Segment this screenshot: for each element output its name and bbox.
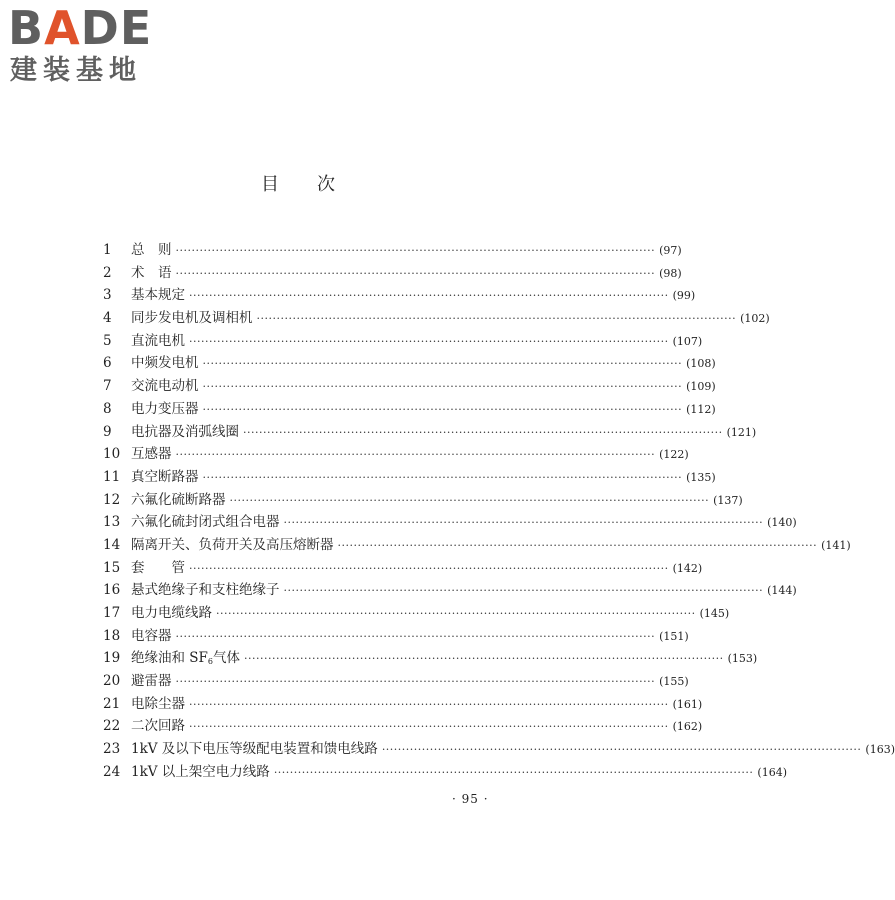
toc-entry [103,261,682,284]
toc-leader-dots: ························································································································ [283,584,764,598]
toc-entry-title: 同步发电机及调相机 [131,310,253,327]
toc-leader-dots: ························································································································ [175,675,656,689]
toc-leader-dots: ························································································································ [189,561,669,575]
toc-entry-page: (108) [686,357,716,371]
toc-entry-page: (107) [672,334,703,348]
toc-leader-dots: ························································································································ [189,334,669,348]
toc-entry-title: 中频发电机 [131,355,199,372]
toc-entry [103,329,703,352]
toc-entry-page: (121) [726,425,757,439]
toc-entry [103,624,689,647]
toc-entry-number: 17 [103,605,121,621]
toc-leader-dots: ························································································································ [229,493,710,507]
toc-entry-number: 23 [103,741,121,758]
toc-entry-number: 3 [103,287,112,304]
toc-entry-page: (145) [699,607,730,620]
toc-entry-page: (164) [757,765,787,779]
toc-entry-page: (140) [767,516,797,530]
toc-entry-page: (122) [659,448,689,462]
toc-entry [103,442,689,465]
toc-entry-number: 9 [103,423,112,440]
toc-leader-dots: ························································································································ [175,266,656,280]
toc-entry [103,465,716,488]
toc-leader-dots: ························································································································ [337,538,818,552]
toc-heading: 目次 [261,174,373,195]
toc-leader-dots: ························································································································ [189,697,669,711]
toc-entry-number: 15 [103,559,121,576]
toc-entry-number: 4 [103,310,112,327]
toc-entry-number: 14 [103,536,121,553]
toc-entry-number: 5 [103,332,112,349]
toc-entry [103,760,787,783]
toc-entry-page: (161) [672,697,703,711]
toc-entry-title: 电抗器及消弧线圈 [131,423,239,440]
toc-entry-title: 二次回路 [131,718,185,735]
toc-entry-title: 直流电机 [131,332,185,349]
toc-entry-number: 11 [103,468,121,485]
logo-letters-de: DE [80,1,153,55]
toc-entry-title: 电力变压器 [131,400,199,417]
toc-entry-title: 互感器 [131,446,172,463]
toc-entry-title: 六氟化硫断路器 [131,491,226,508]
toc-entry [103,692,703,715]
toc-entry-title: 套 管 [131,559,185,576]
toc-leader-dots: ························································································································ [202,470,683,484]
toc-entry-number: 2 [103,264,112,281]
toc-entry-page: (112) [686,402,716,416]
toc-entry [103,578,797,601]
toc-entry-number: 21 [103,695,121,712]
toc-leader-dots: ························································································································ [189,289,669,303]
toc-entry-page: (137) [713,493,743,507]
toc-entry-title: 基本规定 [131,287,185,304]
toc-entry [103,420,757,443]
toc-entry-page: (144) [767,584,797,598]
toc-entry-number: 1 [103,242,112,258]
toc-entry-page: (142) [672,561,703,575]
toc-entry [103,510,797,533]
toc-leader-dots: ························································································································ [256,312,737,326]
toc-entry-title-text: 绝缘油和 SF [131,650,208,667]
toc-entry-title: 电容器 [131,627,172,644]
toc-entry-page: (155) [659,675,689,689]
toc-entry [103,306,770,329]
toc-entry-page: (97) [659,244,682,257]
toc-entry-title [131,646,240,666]
toc-entry [103,646,758,669]
toc-leader-dots: ························································································································ [202,357,683,371]
toc-entry-title: 避雷器 [131,673,172,690]
toc-entry [103,714,703,737]
toc-entry-page: (98) [659,266,682,280]
page-number: · 95 · [452,792,489,806]
toc-leader-dots: ························································································································ [243,425,723,439]
toc-entry-number: 6 [103,355,112,372]
toc-entry [103,669,689,692]
toc-entry-title-subscript: 6 [207,657,214,667]
toc-leader-dots: ························································································································ [244,652,724,666]
toc-entry-page: (162) [672,720,703,734]
toc-entry-title: 真空断路器 [131,468,199,485]
toc-leader-dots: ························································································································ [283,516,764,530]
toc-entry-number: 7 [103,378,112,395]
logo-wordmark [8,2,178,54]
toc-entry-page: (109) [686,380,716,394]
toc-entry-page: (163) [865,743,895,757]
toc-entry-title: 悬式绝缘子和支柱绝缘子 [131,582,280,599]
toc-entry-title: 电力电缆线路 [131,605,212,621]
toc-entry-title: 交流电动机 [131,378,199,395]
toc-entry-page: (153) [727,652,758,666]
toc-entry-number: 20 [103,673,121,690]
toc-leader-dots: ························································································································ [216,607,696,620]
toc-entry-number: 8 [103,400,112,417]
toc-entry [103,601,730,624]
toc-leader-dots: ························································································································ [202,380,683,394]
toc-leader-dots: ························································································································ [175,244,656,257]
toc-entry-page: (141) [821,538,851,552]
table-of-contents [103,238,895,783]
toc-entry [103,374,716,397]
toc-entry-title: 电除尘器 [131,695,185,712]
toc-entry [103,238,682,261]
toc-entry [103,488,743,511]
toc-leader-dots: ························································································································ [175,629,656,643]
toc-leader-dots: ························································································································ [189,720,669,734]
toc-leader-dots: ························································································································ [202,402,683,416]
toc-entry [103,556,703,579]
toc-entry-number: 18 [103,627,121,644]
toc-entry [103,533,851,556]
toc-entry [103,283,696,306]
logo-subtitle: 建装基地 [10,55,142,86]
toc-entry-number: 22 [103,718,121,735]
toc-entry-title: 六氟化硫封闭式组合电器 [131,514,280,531]
bade-logo [8,2,178,88]
toc-entry [103,351,716,374]
toc-entry-title: 隔离开关、负荷开关及高压熔断器 [131,536,334,553]
toc-leader-dots: ························································································································ [381,743,862,757]
toc-entry-title-text: 气体 [213,650,241,667]
toc-entry-page: (102) [740,312,770,326]
toc-entry-title: 1kV 及以下电压等级配电装置和馈电线路 [131,741,378,758]
toc-entry [103,737,895,760]
toc-entry-page: (151) [659,629,689,643]
toc-entry-title: 1kV 以上架空电力线路 [131,763,270,780]
toc-entry [103,397,716,420]
toc-entry-number: 24 [103,763,121,780]
logo-letter-a-accent: A [44,1,81,55]
toc-entry-title: 总 则 [131,242,172,258]
toc-entry-number: 12 [103,491,121,508]
toc-entry-number: 13 [103,514,121,531]
toc-leader-dots: ························································································································ [175,448,656,462]
logo-letter-b: B [8,1,45,55]
toc-leader-dots: ························································································································ [273,765,754,779]
toc-entry-page: (135) [686,470,716,484]
toc-entry-number: 16 [103,582,121,599]
toc-entry-title: 术 语 [131,264,172,281]
toc-entry-number: 10 [103,446,121,463]
toc-entry-page: (99) [672,289,696,303]
toc-entry-number: 19 [103,650,121,667]
